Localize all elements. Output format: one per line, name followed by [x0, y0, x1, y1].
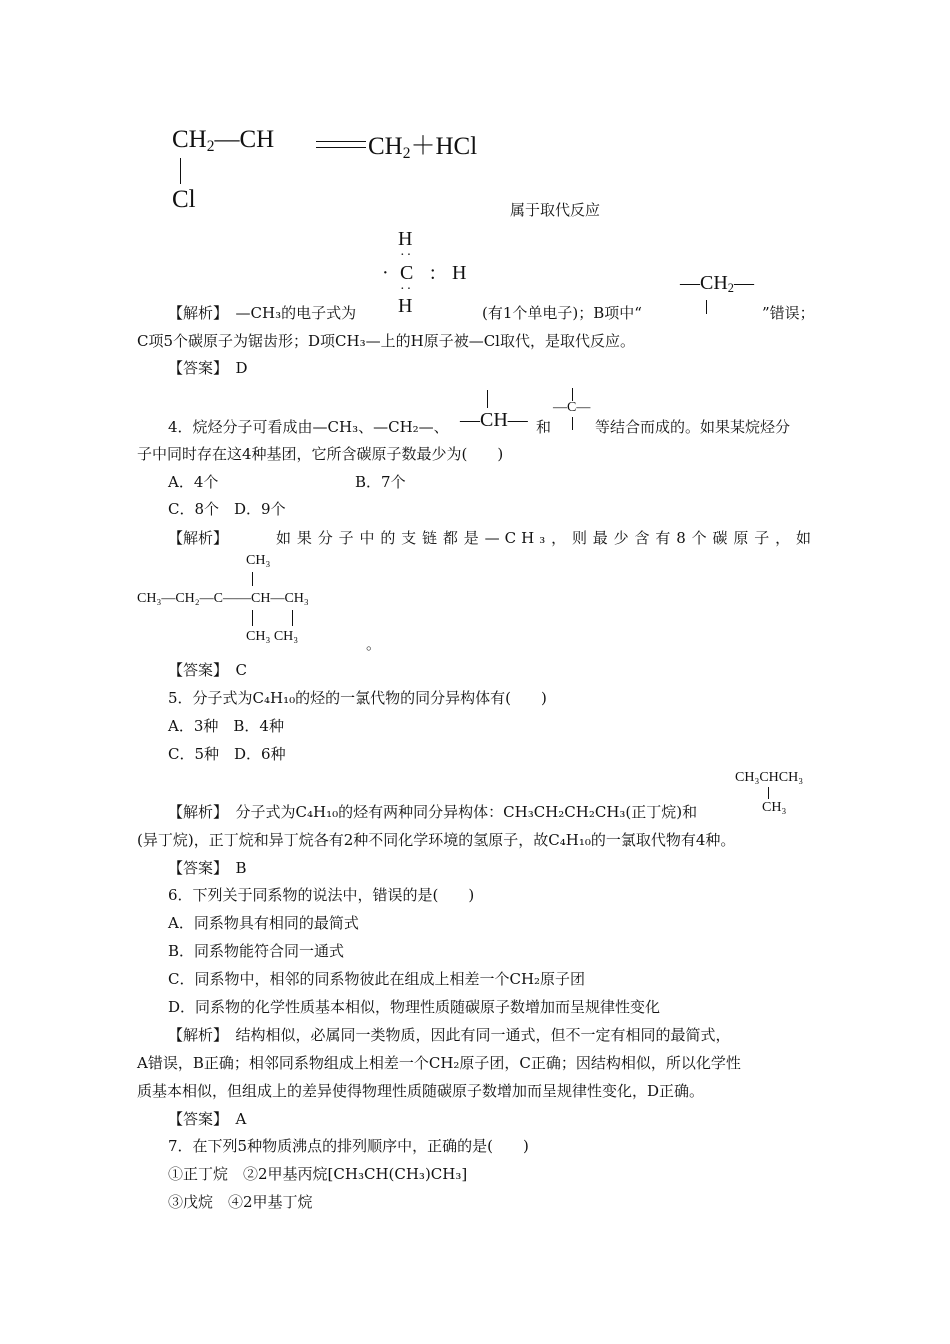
- q6-option-d: D．同系物的化学性质基本相似，物理性质随碳原子数增加而呈规律性变化: [168, 998, 661, 1016]
- ch-group-bond-top: [487, 390, 488, 408]
- formula-right: [368, 126, 477, 163]
- q4-option-cd: C．8个 D．9个: [168, 500, 286, 518]
- formula-ch2-sub: 2: [206, 137, 215, 155]
- ch2-group-sub: 2: [727, 281, 734, 296]
- reaction-type-note: 属于取代反应: [510, 201, 601, 219]
- q4-struct-top: CH₃: [246, 553, 271, 568]
- q7-items-1-2: ①正丁烷 ②2甲基丙烷[CH₃CH(CH₃)CH₃]: [168, 1165, 468, 1183]
- c-group: —C—: [553, 400, 591, 415]
- q4-stem-c: 子中同时存在这4种基团，它所含碳原子数最少为( ): [137, 445, 504, 463]
- q4-struct-bottom: CH₃ CH₃: [246, 629, 299, 644]
- q3-analysis-tag: 【解析】: [168, 304, 221, 322]
- formula-dash: —: [214, 126, 240, 153]
- q3-analysis-line1: [168, 302, 356, 324]
- q4-struct-bond-down-1: [252, 610, 253, 626]
- isobutane-top: CH₃CHCH₃: [735, 770, 804, 785]
- formula-ch2-right-sub: 2: [402, 144, 411, 162]
- q6-analysis-3: 质基本相似，但组成上的差异使得物理性质随碳原子数增加而呈规律性变化，D正确。: [137, 1082, 705, 1100]
- radical-c: C: [400, 262, 414, 284]
- ch2-group-tail: —: [734, 272, 754, 294]
- q3-answer-tag: 【答案】: [168, 359, 221, 377]
- radical-colon-right: :: [430, 262, 436, 284]
- q3-analysis-b: (有1个单电子)；B项中“: [482, 304, 642, 322]
- radical-dots-top: ··: [400, 248, 414, 263]
- q5-answer: [168, 857, 247, 879]
- radical-h-right: H: [452, 262, 467, 284]
- q3-answer: [168, 357, 248, 379]
- ch-group: —CH—: [460, 409, 528, 431]
- q4-period: 。: [366, 635, 382, 653]
- formula-plus-hcl: ＋HCl: [410, 133, 478, 160]
- q6-option-a: A．同系物具有相同的最简式: [168, 914, 359, 932]
- double-bond-bottom: [316, 147, 366, 148]
- q4-and: 和: [536, 418, 552, 436]
- ch2-group-text: —CH: [680, 272, 728, 294]
- q5-answer-value: B: [235, 859, 247, 877]
- q6-answer-value: A: [235, 1110, 247, 1128]
- q5-analysis-b: (异丁烷)，正丁烷和异丁烷各有2种不同化学环境的氢原子，故C₄H₁₀的一氯取代物有4种。: [137, 831, 736, 849]
- c-group-bond-bottom: [572, 417, 573, 430]
- q6-option-b: B．同系物能符合同一通式: [168, 942, 345, 960]
- q5-option-cd: C．5种 D．6种: [168, 745, 286, 763]
- ch2-group: [680, 272, 754, 296]
- formula-cl: Cl: [172, 186, 196, 213]
- q4-struct-bond-down-2: [292, 610, 293, 626]
- double-bond-top: [316, 141, 366, 142]
- q7-stem: 7．在下列5种物质沸点的排列顺序中，正确的是( ): [168, 1137, 529, 1155]
- radical-dot-left: ·: [382, 262, 389, 284]
- formula-top-line: [172, 126, 274, 156]
- q4-answer-tag: 【答案】: [168, 661, 221, 679]
- q3-analysis-c: ”错误；: [762, 304, 815, 322]
- q3-analysis-a: —CH₃的电子式为: [235, 304, 357, 322]
- q6-analysis-tag: 【解析】: [168, 1026, 221, 1044]
- q4-stem-b: 等结合而成的。如果某烷烃分: [595, 418, 791, 436]
- radical-h-top: H: [398, 228, 413, 250]
- formula-ch2: CH: [172, 126, 207, 153]
- q6-option-c: C．同系物中，相邻的同系物彼此在组成上相差一个CH₂原子团: [168, 970, 586, 988]
- q5-analysis-tag: 【解析】: [168, 803, 221, 821]
- q5-stem: 5．分子式为C₄H₁₀的烃的一氯代物的同分异构体有( ): [168, 689, 547, 707]
- radical-dots-bottom: ··: [400, 282, 414, 297]
- q4-analysis-text: 如果分子中的支链都是—CH₃，则最少含有8个碳原子，如: [276, 529, 816, 547]
- radical-h-bottom: H: [398, 295, 413, 317]
- isobutane-bottom: CH₃: [762, 800, 787, 815]
- q5-option-ab: A．3种 B．4种: [168, 717, 284, 735]
- q4-analysis-tag: 【解析】: [168, 529, 229, 547]
- q4-struct-main: CH₃—CH₂—C——CH—CH₃: [137, 591, 309, 606]
- q4-answer: [168, 659, 247, 681]
- formula-ch2-right: CH: [368, 133, 403, 160]
- q4-option-b: B．7个: [355, 473, 406, 491]
- q6-answer-tag: 【答案】: [168, 1110, 221, 1128]
- formula-bond-vertical: [180, 158, 181, 184]
- q6-stem: 6．下列关于同系物的说法中，错误的是( ): [168, 886, 475, 904]
- q6-analysis-2: A错误，B正确；相邻同系物组成上相差一个CH₂原子团，C正确；因结构相似，所以化学性: [137, 1054, 741, 1072]
- q4-answer-value: C: [235, 661, 248, 679]
- isobutane-bond: [768, 787, 769, 799]
- q4-struct-bond-up: [252, 572, 253, 586]
- q6-analysis-text-1: 结构相似，必属同一类物质，因此有同一通式，但不一定有相同的最简式，: [235, 1026, 731, 1044]
- q3-answer-value: D: [235, 359, 248, 377]
- q5-analysis-text-a: 分子式为C₄H₁₀的烃有两种同分异构体：CH₃CH₂CH₂CH₃(正丁烷)和: [235, 803, 698, 821]
- q4-analysis: [168, 527, 816, 549]
- q4-stem-a: 4．烷烃分子可看成由—CH₃、—CH₂—、: [168, 418, 449, 436]
- q5-answer-tag: 【答案】: [168, 859, 221, 877]
- ch2-group-bond: [706, 300, 707, 314]
- q7-items-3-4: ③戊烷 ④2甲基丁烷: [168, 1193, 313, 1211]
- q4-option-a: A．4个: [168, 473, 219, 491]
- q6-analysis-1: [168, 1024, 731, 1046]
- q5-analysis-a: [168, 801, 697, 823]
- q3-analysis-d: C项5个碳原子为锯齿形；D项CH₃—上的H原子被—Cl取代，是取代反应。: [137, 332, 635, 350]
- formula-ch: CH: [239, 126, 275, 153]
- q6-answer: [168, 1108, 246, 1130]
